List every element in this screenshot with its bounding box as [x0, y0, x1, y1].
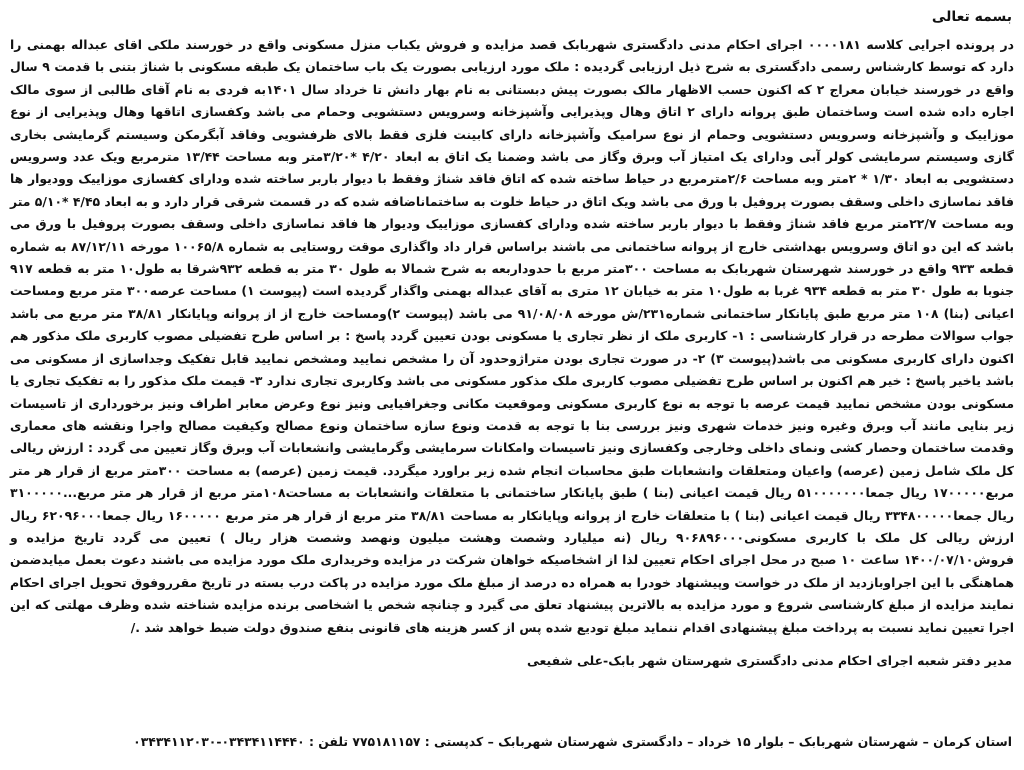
- document-body: در پرونده اجرایی کلاسه ۰۰۰۰۱۸۱ اجرای احکام مدنی دادگستری شهربابک قصد مزایده و فروش یکباب منزل مسکونی واقع در خورسند ملکی اقای عبداله بهمنی را دارد که توسط کارشناس رسمی دادگستری به شرح ذیل ارزیابی گردیده : ملک مورد ارزیابی بصورت یک باب ساختمان یک طبقه مسکونی با شناژ بتنی با قدمت ۹ سال واقع در خورسند خیابان معراج ۲ که اکنون حسب الاظهار مالک بصورت پیش دبستانی به نام بهار دانش تا خرداد سال ۱۴۰۱به فردی به نام آقای طالبی از سوی مالک اجاره داده شده است وساختمان طبق پروانه دارای ۲ اتاق وهال وپذیرایی وآشپزخانه وسرویس دستشویی وحمام می باشد وکفسازی اتاقها وهال وپذیرایی از نوع موزاییک و وآشپزخانه وسرویس دستشویی وحمام از نوع سرامیک وآشپزخانه دارای کابینت فلزی فقط بالای ظرفشویی وفاقد آبگرمکن وسیستم گرمایشی بخاری گازی وسیستم سرمایشی کولر آبی ودارای یک امتیاز آب وبرق وگاز می باشد وضمنا یک اتاق به ابعاد ۴/۲۰ *۳/۲۰متر وبه مساحت ۱۳/۴۴ مترمربع ویک عدد وسرویس دستشویی به ابعاد ۱/۳۰ * ۲متر وبه مساحت ۲/۶مترمربع در حیاط ساخته شده که اتاق فاقد شناژ وفقط با دیوار باربر ساخته شده ودارای کفسازی موزاییک وودیوار ها فاقد نماسازی داخلی وسقف بصورت پروفیل با ورق می باشد ویک اتاق در حیاط خلوت به ساختماناضافه شده که در قسمت شرقی قرار دارد و به ابعاد ۴/۴۵ *۵/۱۰ متر وبه مساحت ۲۲/۷متر مربع فاقد شناژ وفقط با دیوار باربر ساخته شده ودارای کفسازی موزاییک ودیوار ها فاقد نماسازی داخلی وسقف بصورت پروفیل با ورق می باشد که این دو اتاق وسرویس بهداشتی خارج از پروانه ساختمانی می باشند براساس قرار داد واگذاری موقت روستایی به شماره ۱۰۰۶۵/۸ مورخه ۸۷/۱۲/۱۱ به شماره قطعه ۹۳۳ واقع در خورسند شهرستان شهربابک به مساحت ۳۰۰متر مربع با حدوداربعه به شرح شمالا به طول ۳۰ متر به قطعه ۹۳۲شرقا به طول۱۰ متر به قطعه ۹۱۷ جنوبا به طول ۳۰ متر به قطعه ۹۳۴ غربا به طول۱۰ متر به خیابان ۱۲ متری به آقای عبداله بهمنی واگذار گردیده است (پیوست ۱) مساحت عرصه۳۰۰ متر مربع ومساحت اعیانی (بنا) ۱۰۸ متر مربع طبق پایانکار ساختمانی شماره۲۳۱/ش مورخه ۹۱/۰۸/۰۸ می باشد (پیوست ۲)ومساحت خارج از از پروانه وپایانکار ۳۸/۸۱ متر مربع می باشد جواب سوالات مطرحه در قرار کارشناسی : ۱- کاربری ملک از نظر تجاری یا مسکونی بودن تعیین گردد پاسخ : بر اساس طرح تفضیلی مصوب کاربری ملک مذکور هم اکنون دارای کاربری مسکونی می باشد(پیوست ۳) ۲- در صورت تجاری بودن متراژوحدود آن را مشخص نمایید ومشخص نمایید قابل تفکیک وجداسازی از مسکونی می باشد یاخیر پاسخ : خیر هم اکنون بر اساس طرح تفضیلی مصوب کاربری ملک مذکور مسکونی می باشد وکاربری تجاری ندارد ۳- قیمت ملک مذکور را به تفکیک تجاری یا مسکونی بودن مشخص نمایید قیمت عرصه با توجه به نوع کاربری مسکونی وموقعیت مکانی وجغرافیایی ونیز نوع وعرض معابر اطراف ونیز برخورداری از تاسیسات زیر بنایی مانند آب وبرق وغیره ونیز خدمات شهری ونیز بررسی بنا با توجه به قدمت ونوع سازه ساختمان ونوع مصالح وکیفیت مصالح واجرا ونقشه های معماری وقدمت ساختمان وحصار کشی ونمای داخلی وخارجی وکفسازی ونیز تاسیسات وامکانات سرمایشی وگرمایشی وانشعابات آب وبرق وگاز تعیین می گردد : ارزش ریالی کل ملک شامل زمین (عرصه) واعیان ومتعلقات وانشعابات طبق محاسبات انجام شده زیر براورد میگردد. قیمت زمین (عرصه) به مساحت ۳۰۰متر مربع از قرار هر متر مربع۱۷۰۰۰۰۰ ریال جمعا۵۱۰۰۰۰۰۰۰ ریال قیمت اعیانی (بنا ) طبق پایانکار ساختمانی با متعلقات وانشعابات به مساحت۱۰۸متر مربع از قرار هر متر مربع...۳۱۰۰۰۰۰ ریال جمعا۳۳۴۸۰۰۰۰۰ ریال قیمت اعیانی (بنا ) با متعلقات خارج از پروانه وپایانکار به مساحت ۳۸/۸۱ متر مربع از قرار هر متر مربع ۱۶۰۰۰۰۰ ریال جمعا۶۲۰۹۶۰۰۰ ریال ارزش ریالی کل ملک با کاربری مسکونی۹۰۶۸۹۶۰۰۰ ریال (نه میلیارد وشصت وهشت میلیون ونهصد وشصت هزار ریال ) تعیین می گردد تاریخ مزایده و فروش۱۴۰۰/۰۷/۱۰ ساعت ۱۰ صبح در محل اجرای احکام تعیین لذا از اشخاصیکه خواهان شرکت در مزایده وخریداری ملک مورد مزایده می باشند دعوت بعمل میایدضمن هماهنگی با این اجراوبازدید از ملک در خواست وپیشنهاد خودرا به همراه ده درصد از مبلغ ملک مورد مزایده در پاکت درب بسته در تاریخ مقرروفوق تحویل اجرای احکام نمایند مزایده از مبلغ کارشناسی شروع و مورد مزایده به بالاترین پیشنهاد تعلق می گیرد و چنانچه شخص یا اشخاصی برنده مزایده شناخته شده وظرف مهلتی که این اجرا تعیین نماید نسبت به پرداخت مبلغ پیشنهادی اقدام ننماید مبلغ تودیع شده پس از کسر هزینه های قانونی بنفع صندوق دولت ضبط خواهد شد ./: [10, 37, 1015, 635]
- address-footer: استان کرمان – شهرستان شهربابک – بلوار ۱۵ خرداد – دادگستری شهرستان شهربابک – کدپستی : ۷۷۵۱۸۱۱۵۷ تلفن : ۰۳۴۳۴۱۱۴۴۴۰-۰۳۴۳۴۱۱۲۰۳۰: [133, 734, 1012, 749]
- document-heading: بسمه تعالی: [931, 9, 1012, 25]
- signature-line: مدیر دفتر شعبه اجرای احکام مدنی دادگستری شهرستان شهر بابک-علی شفیعی: [527, 653, 1012, 668]
